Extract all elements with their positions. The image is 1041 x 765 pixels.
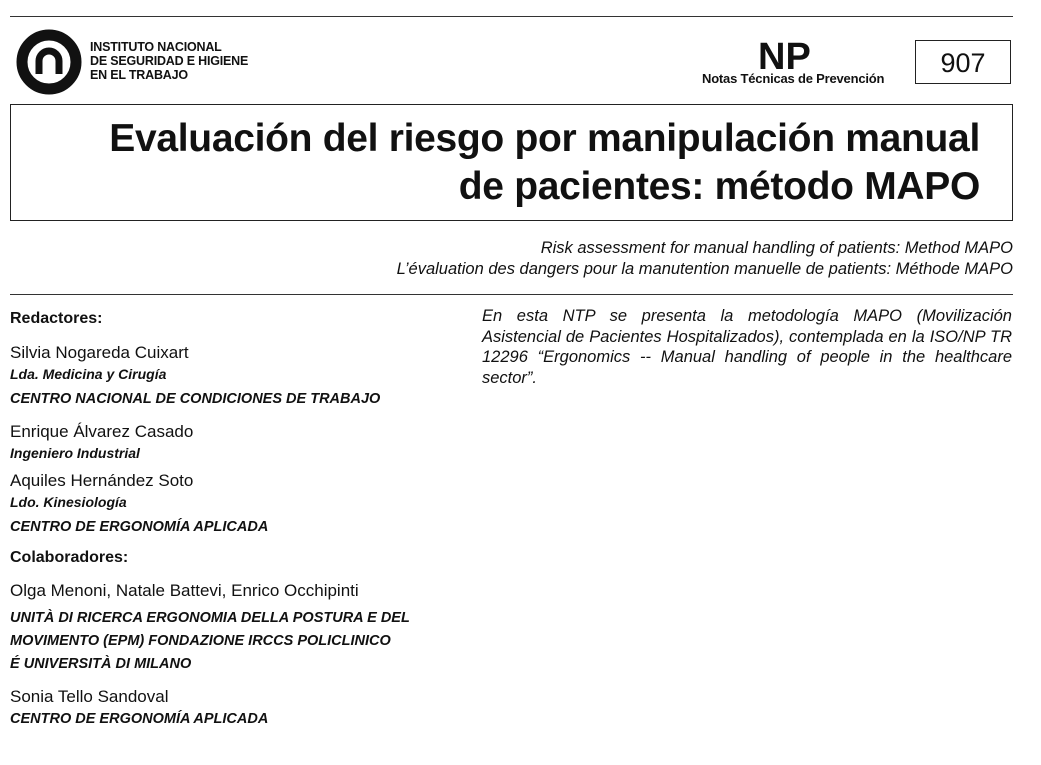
author-name: Enrique Álvarez Casado — [10, 422, 194, 441]
subtitle-english: Risk assessment for manual handling of patients: Method MAPO — [540, 239, 1013, 257]
translated-titles — [397, 238, 1013, 280]
author-role: Ldo. Kinesiología — [10, 494, 127, 510]
collaborator-name: Sonia Tello Sandoval — [10, 687, 169, 706]
top-rule — [10, 16, 1013, 17]
author-organization: CENTRO NACIONAL DE CONDICIONES DE TRABAJO — [10, 391, 381, 407]
title-line-2: de pacientes: método MAPO — [458, 165, 980, 208]
title-box — [10, 104, 1013, 221]
collaborator-organization: CENTRO DE ERGONOMÍA APLICADA — [10, 711, 269, 727]
abstract: En esta NTP se presenta la metodología MAPO (Movilización Asistencial de Pacientes Hospitalizados), contemplada en la ISO/NP TR 12296 “Ergonomics -- Manual handling of people in the healthcare sector”. — [482, 307, 1012, 387]
ntp-logo-icon — [758, 38, 820, 72]
author-organization: CENTRO DE ERGONOMÍA APLICADA — [10, 519, 269, 535]
author-role: Lda. Medicina y Cirugía — [10, 366, 167, 382]
author-role: Ingeniero Industrial — [10, 445, 140, 461]
ntp-number: 907 — [915, 40, 1011, 84]
org-line: MOVIMENTO (EPM) FONDAZIONE IRCCS POLICLINICO — [10, 633, 391, 649]
author-name: Aquiles Hernández Soto — [10, 471, 194, 490]
collaborator-organization — [10, 607, 480, 676]
institute-name — [90, 40, 248, 82]
page-title — [109, 115, 980, 211]
authors-column — [10, 309, 480, 731]
subtitle-french: L’évaluation des dangers pour la manutention manuelle de patients: Méthode MAPO — [396, 260, 1013, 278]
ntp-logo-text: NP — [758, 38, 811, 72]
section-rule — [10, 294, 1013, 295]
insht-logo-icon — [15, 28, 83, 96]
institute-line-2: DE SEGURIDAD E HIGIENE — [90, 54, 249, 68]
title-line-1: Evaluación del riesgo por manipulación manual — [109, 117, 980, 160]
org-line: É UNIVERSITÀ DI MILANO — [10, 656, 192, 672]
collaborator-names: Olga Menoni, Natale Battevi, Enrico Occhipinti — [10, 581, 359, 600]
institute-line-3: EN EL TRABAJO — [90, 68, 188, 82]
colaboradores-heading: Colaboradores: — [10, 549, 129, 566]
ntp-label: Notas Técnicas de Prevención — [702, 71, 885, 86]
institute-line-1: INSTITUTO NACIONAL — [90, 40, 222, 54]
author-name: Silvia Nogareda Cuixart — [10, 343, 189, 362]
redactores-heading: Redactores: — [10, 310, 103, 327]
org-line: UNITÀ DI RICERCA ERGONOMIA DELLA POSTURA E DEL — [10, 610, 410, 626]
